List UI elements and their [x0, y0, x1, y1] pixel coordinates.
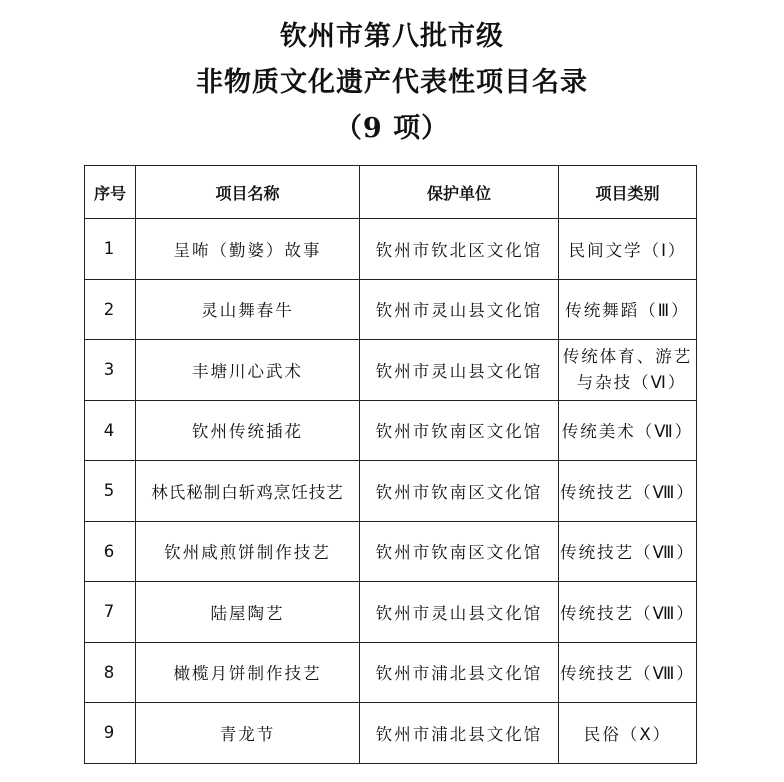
- row-seq: 5: [85, 461, 136, 522]
- row-project-name: 陆屋陶艺: [136, 582, 360, 643]
- row-seq: 8: [85, 642, 136, 703]
- row-category-line-2: 与杂技（Ⅵ）: [576, 372, 687, 392]
- row-protection-unit: 钦州市浦北县文化馆: [360, 703, 559, 764]
- table-row: [85, 279, 697, 340]
- row-protection-unit: 钦州市灵山县文化馆: [360, 340, 559, 401]
- title-line-3: （9 项）: [334, 113, 450, 144]
- table-row: [85, 642, 697, 703]
- table-row: [85, 582, 697, 643]
- header-seq: 序号: [85, 166, 136, 219]
- row-project-name: 钦州传统插花: [136, 400, 360, 461]
- header-unit: 保护单位: [360, 166, 559, 219]
- row-protection-unit: 钦州市钦南区文化馆: [360, 521, 559, 582]
- row-protection-unit: 钦州市灵山县文化馆: [360, 279, 559, 340]
- row-protection-unit: 钦州市浦北县文化馆: [360, 642, 559, 703]
- table-row: [85, 400, 697, 461]
- row-category: 传统技艺（Ⅷ）: [559, 521, 697, 582]
- row-protection-unit: 钦州市灵山县文化馆: [360, 582, 559, 643]
- row-project-name: 呈咘（勤婆）故事: [136, 219, 360, 280]
- row-seq: 7: [85, 582, 136, 643]
- row-seq: 1: [85, 219, 136, 280]
- row-project-name: 青龙节: [136, 703, 360, 764]
- document-title: [0, 14, 784, 152]
- row-project-name: 林氏秘制白斩鸡烹饪技艺: [136, 461, 360, 522]
- row-category: [559, 340, 697, 401]
- header-category: 项目类别: [559, 166, 697, 219]
- title-line-1: 钦州市第八批市级: [280, 21, 504, 52]
- header-name: 项目名称: [136, 166, 360, 219]
- table-row: [85, 521, 697, 582]
- row-category: 传统技艺（Ⅷ）: [559, 642, 697, 703]
- row-category: 民间文学（Ⅰ）: [559, 219, 697, 280]
- row-category-line-1: 传统体育、游艺: [562, 346, 693, 366]
- row-category: 传统美术（Ⅶ）: [559, 400, 697, 461]
- heritage-list-table: [84, 165, 697, 764]
- row-project-name: 橄榄月饼制作技艺: [136, 642, 360, 703]
- row-protection-unit: 钦州市钦北区文化馆: [360, 219, 559, 280]
- table-header-row: [85, 166, 697, 219]
- row-seq: 4: [85, 400, 136, 461]
- row-protection-unit: 钦州市钦南区文化馆: [360, 400, 559, 461]
- row-seq: 9: [85, 703, 136, 764]
- table-row: [85, 340, 697, 401]
- table-row: [85, 219, 697, 280]
- row-project-name: 灵山舞春牛: [136, 279, 360, 340]
- table-row: [85, 703, 697, 764]
- row-seq: 6: [85, 521, 136, 582]
- row-project-name: 丰塘川心武术: [136, 340, 360, 401]
- row-category: 传统舞蹈（Ⅲ）: [559, 279, 697, 340]
- row-category: 民俗（Ⅹ）: [559, 703, 697, 764]
- table-row: [85, 461, 697, 522]
- row-seq: 3: [85, 340, 136, 401]
- row-project-name: 钦州咸煎饼制作技艺: [136, 521, 360, 582]
- row-protection-unit: 钦州市钦南区文化馆: [360, 461, 559, 522]
- title-line-2: 非物质文化遗产代表性项目名录: [196, 67, 588, 98]
- row-category: 传统技艺（Ⅷ）: [559, 461, 697, 522]
- row-seq: 2: [85, 279, 136, 340]
- row-category: 传统技艺（Ⅷ）: [559, 582, 697, 643]
